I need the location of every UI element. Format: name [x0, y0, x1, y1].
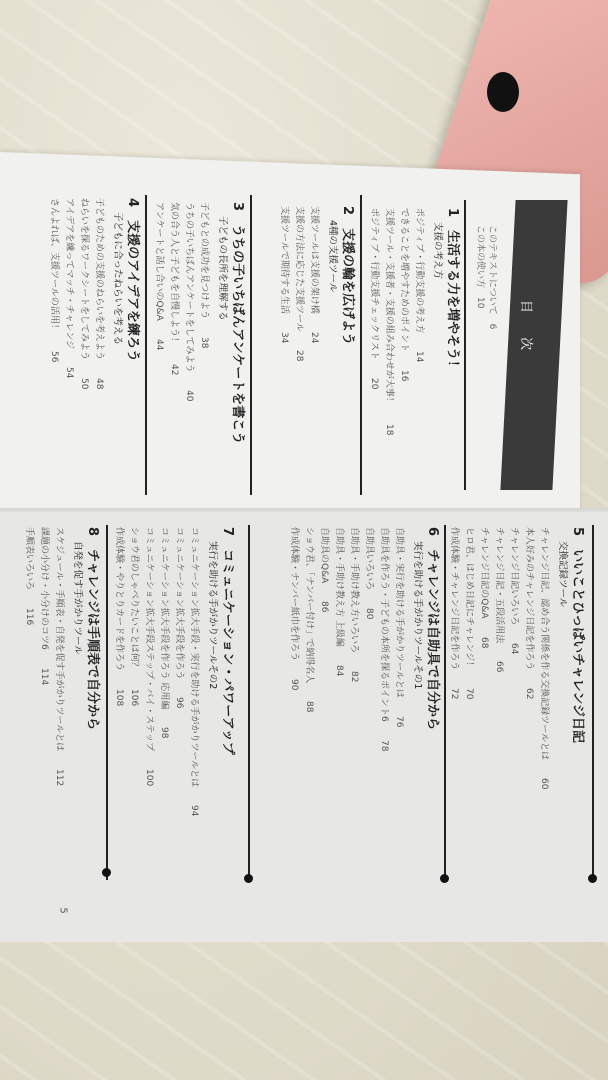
entry-label: アイデアを練ってマッチ・チャレンジ: [64, 198, 74, 350]
entry-label: 支援ツールは支援の架け橋: [309, 206, 319, 314]
entry-page: 44: [154, 338, 164, 351]
entry-label: 自助具のQ&A: [319, 527, 329, 584]
entry-label: コミュニケーション拡大手段を作ろう 応用編: [159, 527, 169, 710]
section-heading: [326, 206, 355, 361]
toc-entry: [188, 527, 200, 817]
section-subtitle: 交換記録ツール: [557, 541, 568, 608]
toc-section-5: [445, 527, 585, 790]
section-rule: [106, 525, 108, 880]
toc-entry: [53, 527, 65, 786]
section-subtitle: 子どもの長所を理解する: [217, 216, 228, 321]
toc-section-8: [20, 527, 100, 786]
entry-label: うちの子いちばんアンケートをしてみよう: [184, 202, 194, 373]
toc-entry: [348, 527, 360, 751]
entry-label: 支援ツールで期待する生活: [279, 206, 289, 314]
section-heading: [216, 202, 245, 444]
toc-entry: [173, 527, 185, 817]
entry-label: 自助具・手助け教え方いろいろ: [349, 527, 359, 654]
entry-page: 86: [319, 601, 329, 613]
intro-label: このテキストについて: [487, 225, 497, 315]
toc-entry: [168, 202, 180, 444]
entry-page: 108: [114, 689, 124, 707]
section-title: うちの子いちばんアンケートを書こう: [230, 224, 245, 445]
entry-page: 106: [129, 688, 139, 707]
entry-label: チャレンジ日記いろいろ: [509, 527, 519, 626]
section-title: 支援の輪を広げよう: [340, 228, 355, 346]
intro-page: 6: [487, 323, 497, 330]
entry-page: 54: [64, 367, 74, 379]
section-heading: [206, 527, 235, 817]
section-subtitle: 自発を促す手がかりツール: [72, 541, 83, 655]
section-number: 3: [230, 202, 245, 212]
entry-page: 64: [509, 643, 519, 655]
entry-label: 子どもとの成功を見つけよう: [199, 202, 209, 320]
entry-label: チャレンジ日記のQ&A: [479, 527, 489, 619]
toc-entry: [183, 202, 195, 444]
entry-label: アンケートと話し合いのQ&A: [154, 202, 164, 321]
section-rule: [444, 525, 446, 880]
entry-label: 作成体験・チャレンジ日記を作ろう: [449, 527, 459, 671]
entry-page: 14: [414, 351, 424, 363]
section-title: チャレンジは手順表で自分から: [85, 549, 100, 731]
toc-entry: [153, 202, 165, 444]
entry-page: 42: [169, 364, 179, 376]
section-number: 5: [570, 527, 585, 537]
toc-entry: [368, 208, 380, 435]
toc-entry: [143, 527, 155, 817]
entry-label: 子どものための支援のねらいを考えよう: [94, 198, 104, 361]
section-subtitle: 4種の支援ツール: [327, 220, 338, 293]
toc-entry: [538, 527, 550, 790]
entry-page: 70: [464, 688, 474, 700]
entry-page: 34: [279, 331, 289, 344]
entry-label: さんよれば、支援ツールの活用！: [49, 198, 59, 333]
toc-entry: [78, 198, 90, 389]
section-subtitle: 子どもに合ったねらいを考える: [112, 212, 123, 346]
page-number: 5: [57, 907, 69, 914]
section-heading: [111, 198, 140, 389]
entry-page: 116: [24, 608, 34, 626]
entry-page: 16: [399, 370, 409, 382]
entry-label: ねらいを探るワークシートをしてみよう: [79, 198, 89, 361]
toc-entry: [278, 206, 290, 361]
toc-entry: [413, 208, 425, 435]
section-subtitle: 支援の考え方: [432, 222, 443, 280]
entry-page: 90: [289, 678, 299, 691]
entry-label: コミュニケーション拡大手段を作ろう: [174, 527, 184, 680]
toc-entry: [318, 527, 330, 751]
entry-page: 114: [39, 667, 49, 685]
entry-label: 作成体験・ナンバー紙巾を作ろう: [289, 527, 299, 661]
section-heading: [71, 527, 100, 786]
toc-entry: [393, 527, 405, 751]
section-rule: [248, 525, 250, 880]
entry-page: 38: [199, 337, 209, 349]
toc-entry: [23, 527, 35, 786]
toc-section-7: [110, 527, 235, 817]
toc-entry: [333, 527, 345, 751]
toc-entry: [308, 206, 320, 361]
entry-page: 24: [309, 331, 319, 344]
entry-label: 気の合う人と子どもを自慢しよう！: [169, 202, 179, 347]
section-subtitle: 実行を助ける手がかりツールその2: [207, 541, 218, 690]
toc-entry: [128, 527, 140, 817]
entry-label: ポジティブ・行動支援チェックリスト: [369, 208, 379, 360]
entry-page: 94: [189, 805, 199, 817]
toc-entry: [463, 527, 475, 790]
entry-page: 68: [479, 636, 489, 648]
section-rule: [145, 195, 147, 495]
toc-entry: [493, 527, 505, 790]
entry-page: 50: [79, 378, 89, 390]
entry-page: 66: [494, 661, 504, 673]
section-number: 2: [340, 206, 355, 216]
toc-entry: [448, 527, 460, 790]
intro-list: [474, 225, 498, 329]
entry-label: スケジュール・手順表・自発を促す手がかりツールとは: [54, 527, 64, 752]
section-number: 8: [85, 527, 100, 537]
entry-page: 98: [159, 727, 169, 739]
entry-label: 支援ツール・支援者・支援の組み合わせが大事！: [384, 208, 394, 406]
toc-entry: [63, 198, 75, 389]
entry-page: 28: [294, 349, 304, 362]
entry-page: 100: [144, 769, 154, 787]
section-subtitle: 実行を助ける手がかりツールその1: [412, 541, 423, 690]
entry-label: 支援の方法に応じた支援ツール: [294, 206, 304, 332]
entry-label: 本人好みのチャレンジ日記を作ろう: [524, 527, 534, 671]
toc-section-6: [285, 527, 440, 751]
entry-label: 自助具を作ろう・子どもの本所を探るポイント6: [379, 527, 389, 722]
entry-page: 62: [524, 688, 534, 700]
intro-label: この本の使い方: [475, 225, 485, 289]
entry-page: 18: [384, 423, 394, 436]
entry-label: ヒロ君、はじめ日記にチャレンジ！: [464, 527, 474, 671]
entry-page: 72: [449, 688, 459, 700]
entry-page: 48: [94, 378, 104, 390]
entry-label: 自助具いろいろ: [364, 527, 374, 591]
entry-page: 112: [54, 769, 64, 787]
entry-page: 78: [379, 739, 389, 752]
section-heading: [431, 208, 460, 435]
intro-page: 10: [475, 297, 485, 309]
entry-page: 76: [394, 715, 404, 728]
entry-label: 課題の小分け・小分けのコツ6: [39, 527, 49, 650]
toc-entry: [508, 527, 520, 790]
entry-label: 自助具・実行を助ける手がかりツールとは: [394, 527, 404, 698]
entry-page: 96: [174, 697, 184, 709]
toc-section-3: [150, 202, 245, 444]
toc-section-2: [275, 206, 355, 361]
entry-label: コミュニケーション拡大手段ステップ・バイ・ステップ: [144, 527, 154, 752]
section-number: 1: [445, 208, 460, 218]
entry-label: ショウ君、「ナンバー付け」で納得名人: [304, 527, 314, 684]
entry-label: できることを増やすためのポイント: [399, 208, 409, 353]
entry-label: 作成体験・やりとりカードを作ろう: [114, 527, 124, 672]
section-title: コミュニケーション・パワーアップ: [220, 549, 235, 755]
toc-entry: [38, 527, 50, 786]
entry-label: コミュニケーション拡大手段・実行を助ける手がかりツールとは: [189, 527, 199, 788]
section-title: いいことひっぱいチャレンジ日記: [570, 549, 585, 744]
bullet-dot: [588, 874, 597, 883]
toc-entry: [293, 206, 305, 361]
toc-entry: [523, 527, 535, 790]
section-rule: [592, 525, 594, 880]
bullet-dot: [244, 874, 253, 883]
section-title: 生活する力を増やそう！: [445, 230, 460, 374]
section-number: 4: [125, 198, 140, 208]
entry-label: 自助具・手助け教え方 上級編: [334, 527, 344, 647]
toc-entry: [158, 527, 170, 817]
intro-item: [474, 225, 486, 329]
entry-page: 56: [49, 350, 59, 363]
toc-section-4: [45, 198, 140, 389]
section-rule: [464, 200, 466, 490]
section-number: 7: [220, 527, 235, 537]
toc-entry: [198, 202, 210, 444]
toc-entry: [383, 208, 395, 435]
toc-entry: [478, 527, 490, 790]
section-title: 支援のアイデアを練ろう: [125, 220, 140, 362]
entry-page: 20: [369, 377, 379, 390]
toc-entry: [93, 198, 105, 389]
section-heading: [411, 527, 440, 751]
bullet-dot: [440, 874, 449, 883]
toc-entry: [378, 527, 390, 751]
entry-page: 88: [304, 701, 314, 713]
section-heading: [556, 527, 585, 790]
toc-title: 目 次: [518, 300, 533, 361]
camera-lens-icon: [487, 72, 519, 112]
section-rule: [360, 195, 362, 495]
entry-label: チャレンジ日記・五段活用法: [494, 527, 504, 644]
entry-page: 40: [184, 390, 194, 402]
entry-label: ショウ君のしゃべりたいことは何？: [129, 527, 139, 671]
toc-entry: [48, 198, 60, 389]
toc-entry: [398, 208, 410, 435]
toc-section-1: [365, 208, 460, 435]
entry-page: 80: [364, 608, 374, 620]
toc-entry: [363, 527, 375, 751]
toc-entry: [113, 527, 125, 817]
entry-page: 82: [349, 671, 359, 683]
entry-label: 手順表いろいろ: [24, 527, 34, 591]
toc-entry: [288, 527, 300, 751]
intro-item: [486, 225, 498, 329]
entry-label: チャレンジ日記、認め合う関係を作る交換記録ツールとは: [539, 527, 549, 761]
section-number: 6: [425, 527, 440, 537]
toc-entry: [303, 527, 315, 751]
entry-page: 84: [334, 664, 344, 677]
bullet-dot: [102, 868, 111, 877]
entry-page: 60: [539, 778, 549, 790]
entry-label: ポジティブ・行動支援の考え方: [414, 208, 424, 334]
section-rule: [250, 195, 252, 495]
section-title: チャレンジは自助具で自分から: [425, 549, 440, 731]
